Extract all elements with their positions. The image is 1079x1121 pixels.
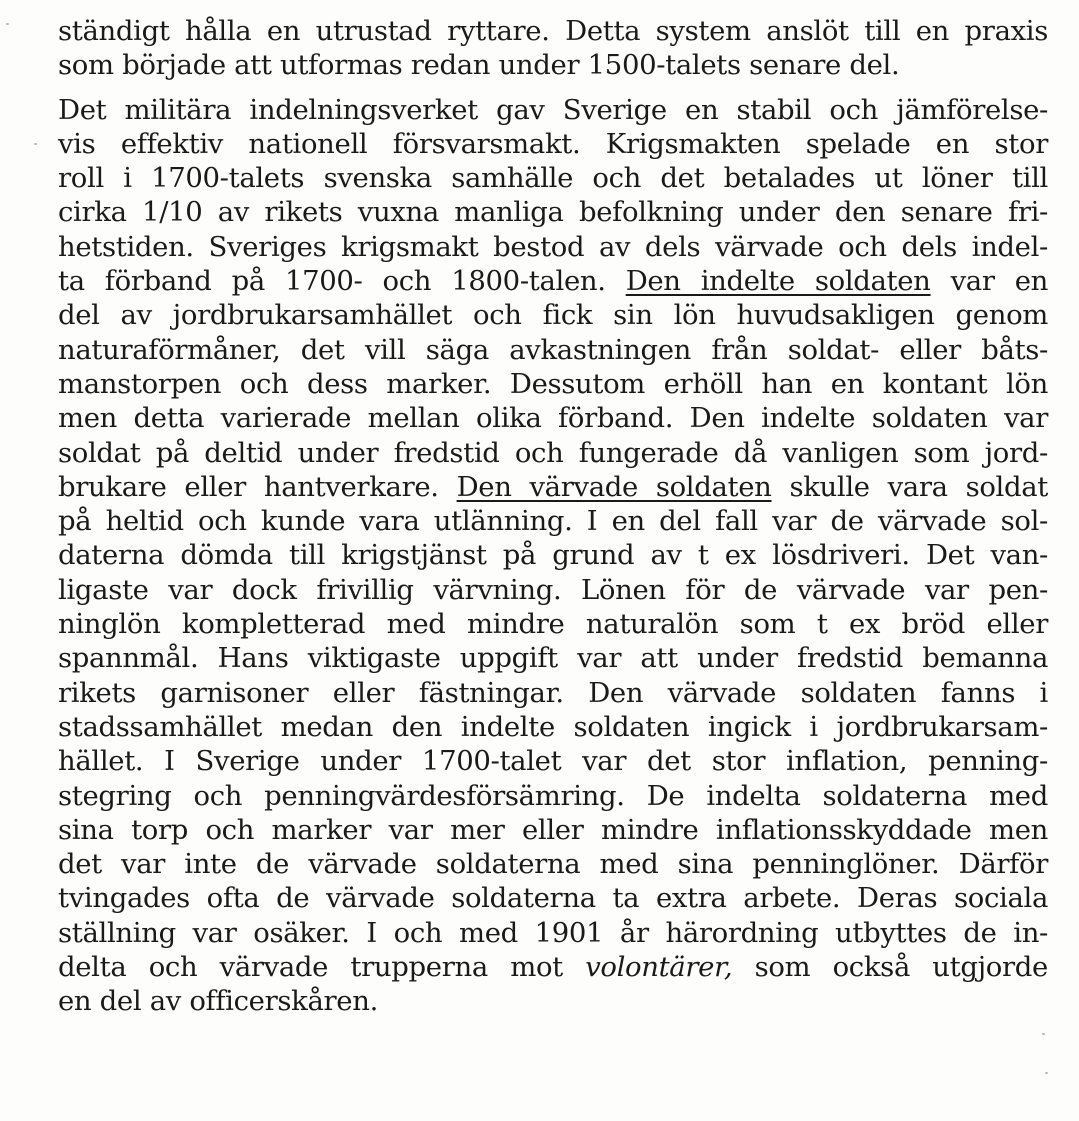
text-line: manstorpen och dess marker. Dessutom erhöll han en kontant lön (58, 367, 1048, 400)
text-line (58, 950, 1048, 984)
italic-term-volontarer: volontärer, (585, 951, 733, 984)
text-line: men detta varierade mellan olika förband. Den indelte soldaten var (58, 402, 1048, 435)
paragraph-gap (58, 83, 1048, 93)
text-line: ständigt hålla en utrustad ryttare. Detta system anslöt till en praxis (58, 15, 1048, 47)
text-line: stadssamhället medan den indelte soldaten ingick i jordbrukarsam- (58, 710, 1048, 743)
text-line: ligaste var dock frivillig värvning. Lönen för de värvade var pen- (58, 573, 1048, 606)
text-run: delta och värvade trupperna mot (58, 951, 586, 984)
underlined-term-varvade-soldaten: Den värvade soldaten (456, 470, 772, 503)
scan-speck (1042, 1033, 1045, 1035)
text-line (58, 264, 1048, 298)
underlined-term-indelte-soldaten: Den indelte soldaten (625, 265, 931, 298)
text-line: på heltid och kunde vara utlänning. I en del fall var de värvade sol- (58, 505, 1048, 538)
text-line (58, 470, 1048, 504)
text-line: som började att utformas redan under 1500-talets senare del. (58, 49, 900, 82)
text-line: spannmål. Hans viktigaste uppgift var att under fredstid bemanna (58, 642, 1048, 675)
text-line: tvingades ofta de värvade soldaterna ta extra arbete. Deras sociala (58, 882, 1048, 915)
text-run: var en (930, 265, 1048, 298)
text-line: del av jordbrukarsamhället och fick sin lön huvudsakligen genom (58, 299, 1048, 332)
text-run: brukare eller hantverkare. (58, 470, 457, 503)
text-line: roll i 1700-talets svenska samhälle och det betalades ut löner till (58, 162, 1048, 195)
text-line: ställning var osäker. I och med 1901 år härordning utbyttes de in- (58, 916, 1048, 949)
body-text (58, 14, 1048, 1019)
text-line: naturaförmåner, det vill säga avkastningen från soldat- eller båts- (58, 333, 1048, 366)
text-run: ta förband på 1700- och 1800-talen. (58, 265, 626, 298)
text-line: hetstiden. Sveriges krigsmakt bestod av dels värvade och dels indel- (58, 230, 1048, 263)
scan-speck (1045, 1072, 1048, 1074)
text-line: Det militära indelningsverket gav Sverige en stabil och jämförelse- (58, 93, 1048, 126)
text-line: soldat på deltid under fredstid och fungerade då vanligen som jord- (58, 436, 1048, 469)
text-line: hället. I Sverige under 1700-talet var det stor inflation, penning- (58, 745, 1048, 778)
text-line: sina torp och marker var mer eller mindre inflationsskyddade men (58, 813, 1048, 846)
text-line: vis effektiv nationell försvarsmakt. Krigsmakten spelade en stor (58, 127, 1048, 160)
text-run: skulle vara soldat (771, 470, 1048, 503)
text-line: daterna dömda till krigstjänst på grund av t ex lösdriveri. Det van- (58, 539, 1048, 572)
text-line: stegring och penningvärdesförsämring. De indelta soldaterna med (58, 779, 1048, 812)
text-line: rikets garnisoner eller fästningar. Den värvade soldaten fanns i (58, 676, 1048, 709)
text-line: cirka 1/10 av rikets vuxna manliga befolkning under den senare fri- (58, 196, 1048, 229)
text-run: som också utgjorde (732, 951, 1048, 984)
text-line: det var inte de värvade soldaterna med sina penninglöner. Därför (58, 848, 1048, 881)
text-line: en del av officerskåren. (58, 985, 378, 1018)
text-line: ninglön kompletterad med mindre naturalön som t ex bröd eller (58, 608, 1048, 641)
scan-speck (6, 23, 9, 25)
scan-speck (34, 143, 37, 145)
